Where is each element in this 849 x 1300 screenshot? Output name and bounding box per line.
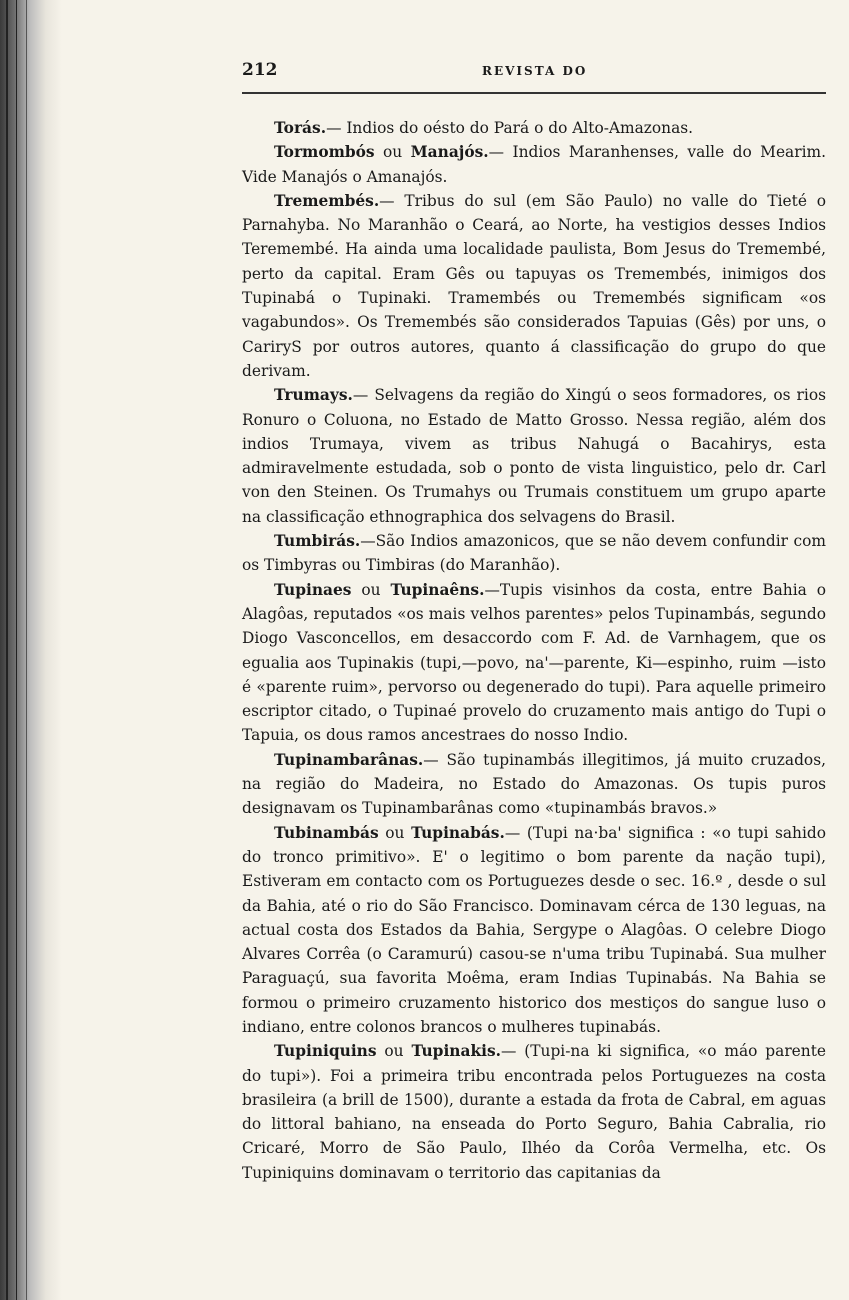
entry-term: Tumbirás. bbox=[274, 532, 361, 551]
entry-term: Tupinaes bbox=[274, 580, 352, 599]
entry-tremembes bbox=[242, 189, 826, 383]
entry-term-alt: Tupinaêns. bbox=[390, 580, 485, 599]
book-spine bbox=[0, 0, 62, 1300]
page-header bbox=[242, 58, 826, 88]
entry-term: Torás. bbox=[274, 119, 327, 137]
entry-term: Tormombós bbox=[274, 143, 375, 162]
entry-term-joiner: ou bbox=[351, 580, 391, 599]
entry-text: — São tupinambás illegitimos, já muito cruzados, na região do Madeira, no Estado do Amazonas. Os tupis puros designavam os Tupinambarânas como «tupinambás bravos.» bbox=[242, 750, 826, 818]
entry-text: — (Tupi-na ki significa, «o máo parente do tupi»). Foi a primeira tribu encontrada pelos Portuguezes na costa brasileira (a brill de 1500), durante a estada da frota de Cabral, em aguas do littoral bahiano, na enseada do Porto Seguro, Bahia Cabralia, rio Cricaré, Morro de São Paulo, Ilhéo da Corôa Vermelha, etc. Os Tupiniquins dominavam o territorio das capitanias da bbox=[242, 1042, 826, 1182]
entry-text: — (Tupi na·ba' significa : «o tupi sahido do tronco primitivo». E' o legitimo o bom parente da nação tupi), Estiveram em contacto com os Portuguezes desde o sec. 16.º , desde o sul da Bahia, até o rio do São Francisco. Dominavam cérca de 130 leguas, na actual costa dos Estados da Bahia, Sergype o Alagôas. O celebre Diogo Alvares Corrêa (o Caramurú) casou-se n'uma tribu Tupinabá. Sua mulher Paraguaçú, sua favorita Moêma, eram Indias Tupinabás. Na Bahia se formou o primeiro cruzamento historico dos mestiços do sangue luso o indiano, entre colonos brancos o mulheres tupinabás. bbox=[242, 823, 826, 1036]
entry-term: Tubinambás bbox=[274, 823, 379, 842]
entry-term-joiner: ou bbox=[376, 1042, 412, 1061]
book-page bbox=[242, 58, 826, 1185]
entry-tubinambas bbox=[242, 821, 826, 1040]
running-title: REVISTA DO bbox=[482, 64, 588, 78]
entry-text: — Indios do oésto do Pará o do Alto-Amazonas. bbox=[326, 119, 694, 137]
entry-text: — Selvagens da região do Xingú o seos formadores, os rios Ronuro o Coluona, no Estado de Matto Grosso. Nessa região, além dos indios Trumaya, vivem as tribus Nahugá o Bacahirys, esta admiravelmente estudada, sob o ponto de vista linguistico, pelo dr. Carl von den Steinen. Os Trumahys ou Trumais constituem um grupo aparte na classificação ethnographica dos selvagens do Brasil. bbox=[242, 386, 826, 526]
entry-term: Trumays. bbox=[274, 386, 353, 405]
entry-term-joiner: ou bbox=[378, 823, 412, 842]
entry-term-joiner: ou bbox=[374, 143, 411, 162]
entry-tormombos bbox=[242, 140, 826, 189]
entry-term: Tremembés. bbox=[274, 191, 380, 210]
entry-text: — Indios Maranhenses, valle do Mearim. Vide Manajós o Amanajós. bbox=[242, 143, 826, 186]
spine-line bbox=[6, 0, 8, 1300]
entry-term-alt: Tupinabás. bbox=[411, 823, 505, 842]
entry-toras bbox=[242, 116, 826, 140]
entry-tupinambaranas bbox=[242, 748, 826, 821]
entry-term-alt: Manajós. bbox=[410, 143, 489, 162]
spine-line bbox=[26, 0, 27, 1300]
entry-text: —Tupis visinhos da costa, entre Bahia o Alagôas, reputados «os mais velhos parentes» pelos Tupinambás, segundo Diogo Vasconcellos, em desaccordo com F. Ad. de Varnhagem, que os egualia aos Tupinakis (tupi,—povo, na'—parente, Ki—espinho, ruim —isto é «parente ruim», pervorso ou degenerado do tupi). Para aquelle primeiro escriptor citado, o Tupinaé provelo do cruzamento mais antigo do Tupi o Tapuia, os dous ramos ancestraes do nosso Indio. bbox=[242, 580, 826, 745]
entry-text: — Tribus do sul (em São Paulo) no valle do Tieté o Parnahyba. No Maranhão o Ceará, ao Norte, ha vestigios desses Indios Teremembé. Ha ainda uma localidade paulista, Bom Jesus do Tremembé, perto da capital. Eram Gês ou tapuyas os Tremembés, inimigos dos Tupinabá o Tupinaki. Tramembés ou Tremembés significam «os vagabundos». Os Tremembés são considerados Tapuias (Gês) por uns, o CariryS por outros autores, quanto á classificação do grupo do que derivam. bbox=[242, 191, 826, 380]
entries-list bbox=[242, 116, 826, 1185]
spine-line bbox=[16, 0, 17, 1300]
header-rule bbox=[242, 92, 826, 94]
entry-trumays bbox=[242, 383, 826, 529]
page-number: 212 bbox=[242, 60, 278, 80]
entry-term: Tupiniquins bbox=[274, 1042, 377, 1061]
entry-term: Tupinambarânas. bbox=[274, 750, 424, 769]
entry-text: —São Indios amazonicos, que se não devem confundir com os Timbyras ou Timbiras (do Maranhão). bbox=[242, 532, 826, 575]
entry-tupiniquins bbox=[242, 1039, 826, 1185]
entry-term-alt: Tupinakis. bbox=[411, 1042, 501, 1061]
entry-tupinaes bbox=[242, 578, 826, 748]
entry-tumbiras bbox=[242, 529, 826, 578]
